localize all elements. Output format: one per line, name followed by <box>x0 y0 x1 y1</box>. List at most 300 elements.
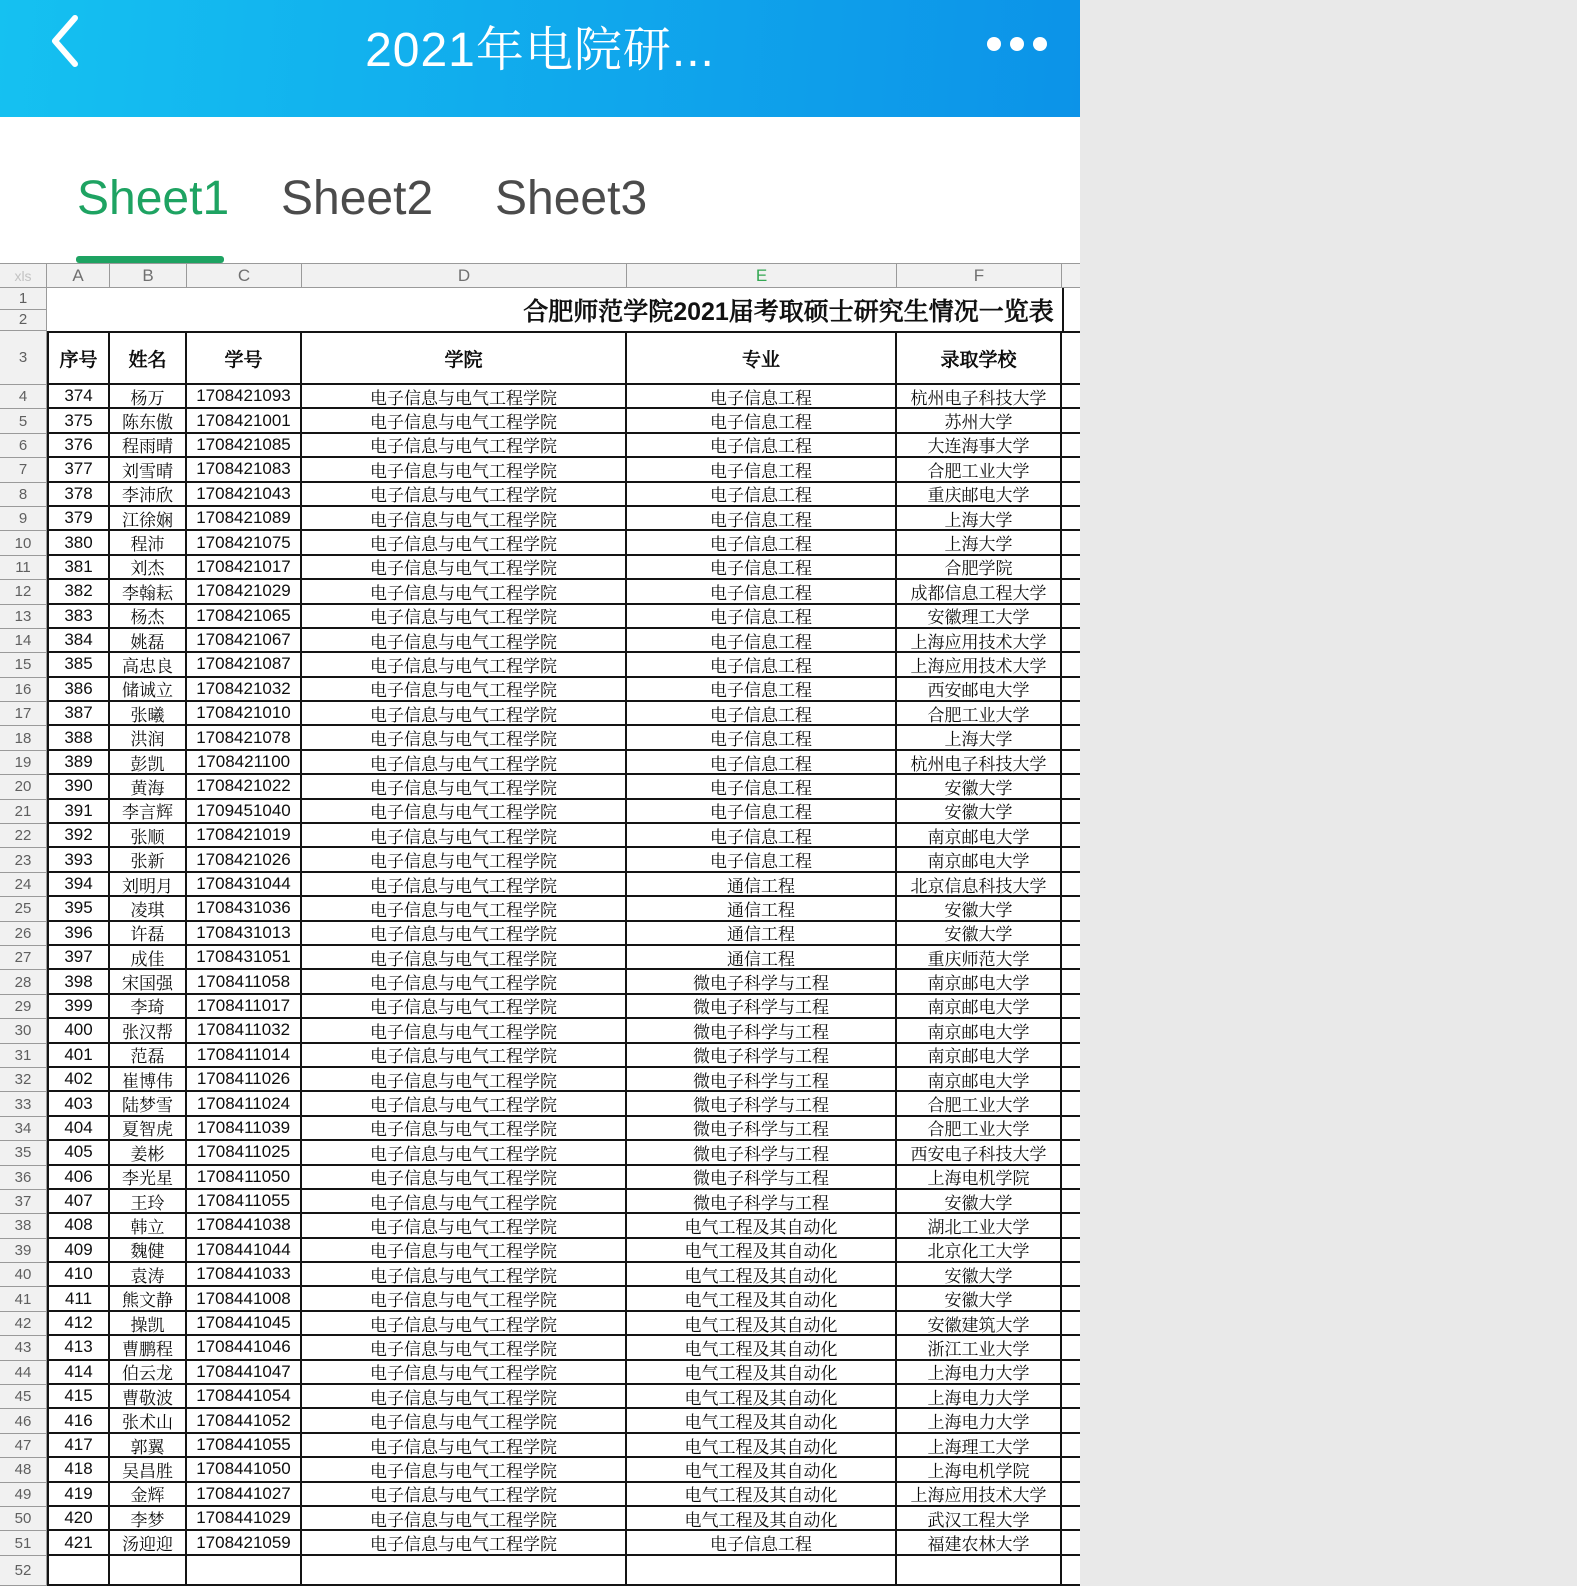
cell[interactable]: 1708431044 <box>187 873 302 897</box>
cell[interactable]: 电子信息与电气工程学院 <box>302 1434 627 1458</box>
cell[interactable]: 1708441054 <box>187 1385 302 1409</box>
column-letter-f[interactable]: F <box>897 263 1062 288</box>
cell[interactable]: 韩立 <box>110 1214 187 1238</box>
cell[interactable]: 406 <box>47 1166 110 1190</box>
cell-overflow[interactable] <box>1062 1287 1080 1311</box>
cell[interactable]: 电子信息与电气工程学院 <box>302 1263 627 1287</box>
cell[interactable]: 384 <box>47 629 110 653</box>
cell[interactable]: 许磊 <box>110 922 187 946</box>
cell[interactable]: 刘杰 <box>110 556 187 580</box>
row-number[interactable]: 25 <box>0 897 47 921</box>
row-number[interactable]: 46 <box>0 1409 47 1433</box>
cell[interactable]: 微电子科学与工程 <box>627 1190 897 1214</box>
cell-overflow[interactable] <box>1062 1458 1080 1482</box>
cell[interactable]: 1708411026 <box>187 1068 302 1092</box>
cell[interactable]: 1708421100 <box>187 751 302 775</box>
cell[interactable]: 电子信息与电气工程学院 <box>302 580 627 604</box>
row-number[interactable]: 17 <box>0 702 47 726</box>
cell-overflow[interactable] <box>1062 1556 1080 1586</box>
row-number[interactable]: 39 <box>0 1239 47 1263</box>
cell[interactable]: 1708421032 <box>187 678 302 702</box>
cell[interactable]: 电气工程及其自动化 <box>627 1483 897 1507</box>
row-number[interactable]: 41 <box>0 1287 47 1311</box>
cell[interactable]: 1708441045 <box>187 1312 302 1336</box>
cell[interactable]: 电气工程及其自动化 <box>627 1409 897 1433</box>
cell[interactable]: 通信工程 <box>627 897 897 921</box>
cell[interactable]: 电子信息工程 <box>627 678 897 702</box>
header-cell-college[interactable]: 学院 <box>302 331 627 385</box>
column-letter-d[interactable]: D <box>302 263 627 288</box>
cell[interactable]: 电子信息与电气工程学院 <box>302 848 627 872</box>
cell[interactable]: 387 <box>47 702 110 726</box>
cell[interactable]: 西安邮电大学 <box>897 678 1062 702</box>
cell-overflow[interactable] <box>1062 556 1080 580</box>
cell[interactable]: 377 <box>47 458 110 482</box>
header-cell-no[interactable]: 序号 <box>47 331 110 385</box>
cell[interactable]: 395 <box>47 897 110 921</box>
cell[interactable]: 电子信息与电气工程学院 <box>302 605 627 629</box>
cell[interactable]: 张新 <box>110 848 187 872</box>
row-number[interactable]: 1 <box>0 288 47 310</box>
header-cell-name[interactable]: 姓名 <box>110 331 187 385</box>
cell[interactable]: 电子信息与电气工程学院 <box>302 1361 627 1385</box>
cell[interactable]: 合肥工业大学 <box>897 458 1062 482</box>
row-number[interactable]: 42 <box>0 1312 47 1336</box>
cell[interactable]: 安徽大学 <box>897 922 1062 946</box>
cell[interactable]: 微电子科学与工程 <box>627 1166 897 1190</box>
cell[interactable]: 电气工程及其自动化 <box>627 1361 897 1385</box>
cell[interactable]: 1708421010 <box>187 702 302 726</box>
cell[interactable]: 383 <box>47 605 110 629</box>
cell[interactable]: 电子信息工程 <box>627 726 897 750</box>
cell[interactable]: 王玲 <box>110 1190 187 1214</box>
cell[interactable]: 402 <box>47 1068 110 1092</box>
cell[interactable]: 苏州大学 <box>897 409 1062 433</box>
cell[interactable]: 1708411050 <box>187 1166 302 1190</box>
cell[interactable]: 张汉帮 <box>110 1019 187 1043</box>
more-menu-button[interactable] <box>987 37 1047 51</box>
cell[interactable]: 上海电机学院 <box>897 1166 1062 1190</box>
cell[interactable]: 南京邮电大学 <box>897 1044 1062 1068</box>
row-number[interactable]: 5 <box>0 409 47 433</box>
cell[interactable]: 安徽大学 <box>897 1263 1062 1287</box>
cell[interactable]: 大连海事大学 <box>897 434 1062 458</box>
cell[interactable]: 电子信息与电气工程学院 <box>302 653 627 677</box>
cell[interactable]: 电子信息与电气工程学院 <box>302 434 627 458</box>
cell[interactable]: 电子信息与电气工程学院 <box>302 1287 627 1311</box>
cell[interactable]: 微电子科学与工程 <box>627 1019 897 1043</box>
cell[interactable]: 洪润 <box>110 726 187 750</box>
row-number[interactable]: 29 <box>0 995 47 1019</box>
cell[interactable]: 404 <box>47 1117 110 1141</box>
cell[interactable]: 1708431051 <box>187 946 302 970</box>
cell[interactable]: 姚磊 <box>110 629 187 653</box>
cell[interactable]: 电气工程及其自动化 <box>627 1336 897 1360</box>
cell[interactable]: 宋国强 <box>110 970 187 994</box>
cell[interactable]: 电子信息工程 <box>627 458 897 482</box>
cell[interactable]: 上海应用技术大学 <box>897 653 1062 677</box>
cell[interactable]: 李言辉 <box>110 800 187 824</box>
cell[interactable]: 376 <box>47 434 110 458</box>
cell[interactable]: 电子信息与电气工程学院 <box>302 1336 627 1360</box>
row-number[interactable]: 28 <box>0 970 47 994</box>
cell[interactable]: 崔博伟 <box>110 1068 187 1092</box>
row-number[interactable]: 38 <box>0 1214 47 1238</box>
cell[interactable]: 1708421043 <box>187 483 302 507</box>
cell[interactable]: 合肥工业大学 <box>897 1117 1062 1141</box>
cell-overflow[interactable] <box>1062 1361 1080 1385</box>
cell[interactable]: 414 <box>47 1361 110 1385</box>
cell[interactable]: 1708421083 <box>187 458 302 482</box>
cell[interactable]: 381 <box>47 556 110 580</box>
cell[interactable]: 电子信息与电气工程学院 <box>302 922 627 946</box>
row-number[interactable]: 7 <box>0 458 47 482</box>
row-number[interactable]: 52 <box>0 1556 47 1586</box>
cell[interactable]: 电子信息与电气工程学院 <box>302 873 627 897</box>
cell[interactable]: 成都信息工程大学 <box>897 580 1062 604</box>
cell-overflow[interactable] <box>1062 873 1080 897</box>
cell[interactable]: 403 <box>47 1092 110 1116</box>
cell[interactable]: 电子信息工程 <box>627 556 897 580</box>
cell[interactable]: 378 <box>47 483 110 507</box>
cell-overflow[interactable] <box>1062 580 1080 604</box>
cell[interactable]: 1708411058 <box>187 970 302 994</box>
cell[interactable]: 电子信息与电气工程学院 <box>302 1019 627 1043</box>
row-number[interactable]: 30 <box>0 1019 47 1043</box>
cell[interactable]: 电子信息与电气工程学院 <box>302 1409 627 1433</box>
cell[interactable]: 上海电机学院 <box>897 1458 1062 1482</box>
row-number[interactable]: 48 <box>0 1458 47 1482</box>
row-number[interactable]: 49 <box>0 1483 47 1507</box>
cell[interactable]: 南京邮电大学 <box>897 824 1062 848</box>
cell[interactable]: 405 <box>47 1141 110 1165</box>
row-number[interactable]: 13 <box>0 605 47 629</box>
cell-overflow[interactable] <box>1062 1434 1080 1458</box>
cell[interactable]: 上海电力大学 <box>897 1385 1062 1409</box>
cell[interactable]: 上海电力大学 <box>897 1361 1062 1385</box>
cell[interactable]: 416 <box>47 1409 110 1433</box>
cell[interactable]: 1708441050 <box>187 1458 302 1482</box>
cell[interactable]: 上海电力大学 <box>897 1409 1062 1433</box>
cell[interactable]: 电子信息工程 <box>627 531 897 555</box>
row-number[interactable]: 24 <box>0 873 47 897</box>
cell[interactable]: 李翰耘 <box>110 580 187 604</box>
cell[interactable]: 电气工程及其自动化 <box>627 1214 897 1238</box>
cell[interactable]: 1708431013 <box>187 922 302 946</box>
row-number[interactable]: 40 <box>0 1263 47 1287</box>
cell[interactable]: 电气工程及其自动化 <box>627 1385 897 1409</box>
cell[interactable]: 电子信息与电气工程学院 <box>302 1385 627 1409</box>
cell-overflow[interactable] <box>1062 800 1080 824</box>
cell[interactable]: 1708411014 <box>187 1044 302 1068</box>
cell-overflow[interactable] <box>1062 507 1080 531</box>
cell[interactable]: 1708441038 <box>187 1214 302 1238</box>
cell[interactable]: 电子信息与电气工程学院 <box>302 1239 627 1263</box>
row-number[interactable]: 47 <box>0 1434 47 1458</box>
cell[interactable]: 电气工程及其自动化 <box>627 1239 897 1263</box>
cell[interactable]: 微电子科学与工程 <box>627 1068 897 1092</box>
cell[interactable]: 电子信息与电气工程学院 <box>302 800 627 824</box>
header-cell-major[interactable]: 专业 <box>627 331 897 385</box>
row-number[interactable]: 2 <box>0 310 47 332</box>
cell[interactable]: 374 <box>47 385 110 409</box>
cell[interactable]: 李梦 <box>110 1507 187 1531</box>
cell[interactable]: 电子信息工程 <box>627 434 897 458</box>
cell[interactable]: 微电子科学与工程 <box>627 1117 897 1141</box>
cell[interactable]: 电子信息与电气工程学院 <box>302 409 627 433</box>
cell[interactable]: 电子信息工程 <box>627 702 897 726</box>
cell[interactable]: 396 <box>47 922 110 946</box>
cell[interactable]: 1708441052 <box>187 1409 302 1433</box>
row-number[interactable]: 4 <box>0 385 47 409</box>
cell-overflow[interactable] <box>1062 1190 1080 1214</box>
cell-overflow[interactable] <box>1062 531 1080 555</box>
cell-overflow[interactable] <box>1062 409 1080 433</box>
cell[interactable]: 1708421087 <box>187 653 302 677</box>
cell[interactable] <box>897 1556 1062 1586</box>
cell-overflow[interactable] <box>1062 702 1080 726</box>
cell[interactable]: 408 <box>47 1214 110 1238</box>
cell[interactable]: 伯云龙 <box>110 1361 187 1385</box>
cell[interactable]: 电子信息与电气工程学院 <box>302 970 627 994</box>
cell[interactable]: 电气工程及其自动化 <box>627 1263 897 1287</box>
cell[interactable]: 1708441044 <box>187 1239 302 1263</box>
tab-sheet1[interactable]: Sheet1 <box>77 172 230 225</box>
cell-overflow[interactable] <box>1062 946 1080 970</box>
row-number[interactable]: 50 <box>0 1507 47 1531</box>
cell[interactable]: 上海应用技术大学 <box>897 629 1062 653</box>
cell[interactable]: 电子信息与电气工程学院 <box>302 483 627 507</box>
cell[interactable] <box>302 1556 627 1586</box>
cell[interactable]: 安徽大学 <box>897 800 1062 824</box>
cell[interactable]: 武汉工程大学 <box>897 1507 1062 1531</box>
cell[interactable] <box>47 1556 110 1586</box>
cell[interactable]: 1708441033 <box>187 1263 302 1287</box>
cell[interactable]: 电子信息与电气工程学院 <box>302 1531 627 1555</box>
cell-overflow[interactable] <box>1062 1092 1080 1116</box>
select-all-corner[interactable]: xls <box>0 263 47 288</box>
cell[interactable]: 电子信息与电气工程学院 <box>302 1068 627 1092</box>
cell[interactable]: 电子信息与电气工程学院 <box>302 1214 627 1238</box>
cell[interactable]: 421 <box>47 1531 110 1555</box>
cell[interactable]: 1708421022 <box>187 775 302 799</box>
cell[interactable]: 418 <box>47 1458 110 1482</box>
cell-overflow[interactable] <box>1062 458 1080 482</box>
cell[interactable]: 392 <box>47 824 110 848</box>
cell[interactable]: 通信工程 <box>627 922 897 946</box>
cell[interactable]: 394 <box>47 873 110 897</box>
cell[interactable]: 袁涛 <box>110 1263 187 1287</box>
cell[interactable]: 电子信息工程 <box>627 800 897 824</box>
cell[interactable]: 407 <box>47 1190 110 1214</box>
cell[interactable]: 1708411024 <box>187 1092 302 1116</box>
cell[interactable]: 1708411039 <box>187 1117 302 1141</box>
cell[interactable]: 上海大学 <box>897 507 1062 531</box>
cell[interactable]: 1708421001 <box>187 409 302 433</box>
cell[interactable]: 南京邮电大学 <box>897 1019 1062 1043</box>
cell[interactable]: 陈东傲 <box>110 409 187 433</box>
cell[interactable]: 合肥学院 <box>897 556 1062 580</box>
cell-overflow[interactable] <box>1062 1483 1080 1507</box>
cell-overflow[interactable] <box>1062 726 1080 750</box>
cell[interactable]: 1708421089 <box>187 507 302 531</box>
cell-overflow[interactable] <box>1062 775 1080 799</box>
header-cell-student-id[interactable]: 学号 <box>187 331 302 385</box>
cell[interactable]: 400 <box>47 1019 110 1043</box>
cell[interactable]: 电气工程及其自动化 <box>627 1434 897 1458</box>
row-number[interactable]: 15 <box>0 653 47 677</box>
cell[interactable]: 通信工程 <box>627 873 897 897</box>
cell[interactable]: 420 <box>47 1507 110 1531</box>
row-number[interactable]: 9 <box>0 507 47 531</box>
cell[interactable]: 电子信息与电气工程学院 <box>302 775 627 799</box>
cell[interactable]: 电子信息与电气工程学院 <box>302 385 627 409</box>
cell[interactable]: 电子信息与电气工程学院 <box>302 1458 627 1482</box>
cell[interactable]: 1708411017 <box>187 995 302 1019</box>
cell[interactable]: 电子信息工程 <box>627 409 897 433</box>
cell-overflow[interactable] <box>1062 751 1080 775</box>
cell[interactable] <box>110 1556 187 1586</box>
cell[interactable]: 北京信息科技大学 <box>897 873 1062 897</box>
cell-overflow[interactable] <box>1062 824 1080 848</box>
cell[interactable]: 382 <box>47 580 110 604</box>
cell[interactable]: 1708441008 <box>187 1287 302 1311</box>
cell-overflow[interactable] <box>1062 995 1080 1019</box>
cell-overflow[interactable] <box>1062 1531 1080 1555</box>
cell[interactable]: 1708421059 <box>187 1531 302 1555</box>
cell[interactable]: 南京邮电大学 <box>897 1068 1062 1092</box>
cell[interactable]: 电子信息与电气工程学院 <box>302 897 627 921</box>
cell[interactable]: 1708421067 <box>187 629 302 653</box>
cell[interactable]: 操凯 <box>110 1312 187 1336</box>
cell[interactable]: 刘明月 <box>110 873 187 897</box>
cell[interactable]: 吴昌胜 <box>110 1458 187 1482</box>
cell[interactable]: 魏健 <box>110 1239 187 1263</box>
cell[interactable]: 385 <box>47 653 110 677</box>
cell[interactable]: 379 <box>47 507 110 531</box>
row-number[interactable]: 22 <box>0 824 47 848</box>
cell[interactable]: 389 <box>47 751 110 775</box>
cell-overflow[interactable] <box>1062 678 1080 702</box>
cell-overflow[interactable] <box>1062 434 1080 458</box>
cell[interactable]: 合肥工业大学 <box>897 702 1062 726</box>
tab-sheet2[interactable]: Sheet2 <box>281 172 434 225</box>
cell[interactable]: 湖北工业大学 <box>897 1214 1062 1238</box>
cell[interactable]: 南京邮电大学 <box>897 995 1062 1019</box>
cell[interactable]: 电子信息与电气工程学院 <box>302 1483 627 1507</box>
cell[interactable]: 杭州电子科技大学 <box>897 751 1062 775</box>
cell[interactable]: 电子信息与电气工程学院 <box>302 1117 627 1141</box>
cell[interactable]: 北京化工大学 <box>897 1239 1062 1263</box>
cell[interactable]: 西安电子科技大学 <box>897 1141 1062 1165</box>
cell[interactable]: 李琦 <box>110 995 187 1019</box>
cell[interactable]: 399 <box>47 995 110 1019</box>
cell[interactable]: 电子信息工程 <box>627 653 897 677</box>
cell[interactable]: 合肥工业大学 <box>897 1092 1062 1116</box>
cell[interactable]: 金辉 <box>110 1483 187 1507</box>
cell[interactable] <box>187 1556 302 1586</box>
column-letter-b[interactable]: B <box>110 263 187 288</box>
cell[interactable]: 程雨晴 <box>110 434 187 458</box>
cell[interactable]: 南京邮电大学 <box>897 848 1062 872</box>
row-number[interactable]: 31 <box>0 1044 47 1068</box>
cell[interactable]: 曹鹏程 <box>110 1336 187 1360</box>
cell[interactable]: 电子信息工程 <box>627 483 897 507</box>
cell[interactable]: 电气工程及其自动化 <box>627 1458 897 1482</box>
cell[interactable]: 401 <box>47 1044 110 1068</box>
row-number[interactable]: 10 <box>0 531 47 555</box>
row-number[interactable]: 43 <box>0 1336 47 1360</box>
cell-overflow[interactable] <box>1062 629 1080 653</box>
cell[interactable]: 390 <box>47 775 110 799</box>
cell[interactable]: 电子信息工程 <box>627 1531 897 1555</box>
cell[interactable]: 电子信息与电气工程学院 <box>302 1044 627 1068</box>
cell[interactable]: 388 <box>47 726 110 750</box>
cell[interactable]: 高忠良 <box>110 653 187 677</box>
cell[interactable]: 刘雪晴 <box>110 458 187 482</box>
row-number[interactable]: 34 <box>0 1117 47 1141</box>
cell-overflow[interactable] <box>1062 1044 1080 1068</box>
row-number[interactable]: 26 <box>0 922 47 946</box>
cell[interactable]: 电子信息与电气工程学院 <box>302 458 627 482</box>
cell[interactable]: 电子信息工程 <box>627 629 897 653</box>
cell-overflow[interactable] <box>1062 653 1080 677</box>
cell[interactable]: 1708421065 <box>187 605 302 629</box>
cell[interactable]: 成佳 <box>110 946 187 970</box>
cell-overflow[interactable] <box>1062 897 1080 921</box>
cell[interactable]: 上海理工大学 <box>897 1434 1062 1458</box>
cell[interactable]: 1708421075 <box>187 531 302 555</box>
cell[interactable]: 393 <box>47 848 110 872</box>
cell[interactable]: 419 <box>47 1483 110 1507</box>
cell[interactable]: 1708441047 <box>187 1361 302 1385</box>
cell[interactable]: 电子信息工程 <box>627 751 897 775</box>
row-number[interactable]: 37 <box>0 1190 47 1214</box>
cell[interactable]: 电子信息工程 <box>627 605 897 629</box>
cell[interactable]: 重庆师范大学 <box>897 946 1062 970</box>
cell-overflow[interactable] <box>1062 1019 1080 1043</box>
cell[interactable]: 南京邮电大学 <box>897 970 1062 994</box>
cell[interactable]: 1708411055 <box>187 1190 302 1214</box>
cell-overflow[interactable] <box>1062 848 1080 872</box>
cell[interactable]: 电子信息与电气工程学院 <box>302 751 627 775</box>
cell[interactable]: 曹敬波 <box>110 1385 187 1409</box>
cell-overflow[interactable] <box>1062 1117 1080 1141</box>
cell[interactable]: 张术山 <box>110 1409 187 1433</box>
cell[interactable]: 电子信息与电气工程学院 <box>302 1312 627 1336</box>
cell-overflow[interactable] <box>1062 1141 1080 1165</box>
cell[interactable]: 电气工程及其自动化 <box>627 1507 897 1531</box>
cell[interactable]: 上海大学 <box>897 531 1062 555</box>
row-number[interactable]: 35 <box>0 1141 47 1165</box>
row-number[interactable]: 8 <box>0 483 47 507</box>
row-number[interactable]: 36 <box>0 1166 47 1190</box>
sheet-title-cell[interactable]: 合肥师范学院2021届考取硕士研究生情况一览表 <box>523 297 1054 326</box>
cell-overflow[interactable] <box>1062 1239 1080 1263</box>
cell[interactable]: 杨杰 <box>110 605 187 629</box>
row-number[interactable]: 33 <box>0 1092 47 1116</box>
cell[interactable]: 1708411032 <box>187 1019 302 1043</box>
cell[interactable]: 375 <box>47 409 110 433</box>
cell[interactable]: 1708421026 <box>187 848 302 872</box>
row-number[interactable]: 6 <box>0 434 47 458</box>
cell[interactable] <box>627 1556 897 1586</box>
cell[interactable]: 上海应用技术大学 <box>897 1483 1062 1507</box>
cell[interactable]: 电子信息与电气工程学院 <box>302 946 627 970</box>
cell[interactable]: 微电子科学与工程 <box>627 1092 897 1116</box>
cell[interactable]: 电子信息工程 <box>627 385 897 409</box>
cell[interactable]: 1708421093 <box>187 385 302 409</box>
